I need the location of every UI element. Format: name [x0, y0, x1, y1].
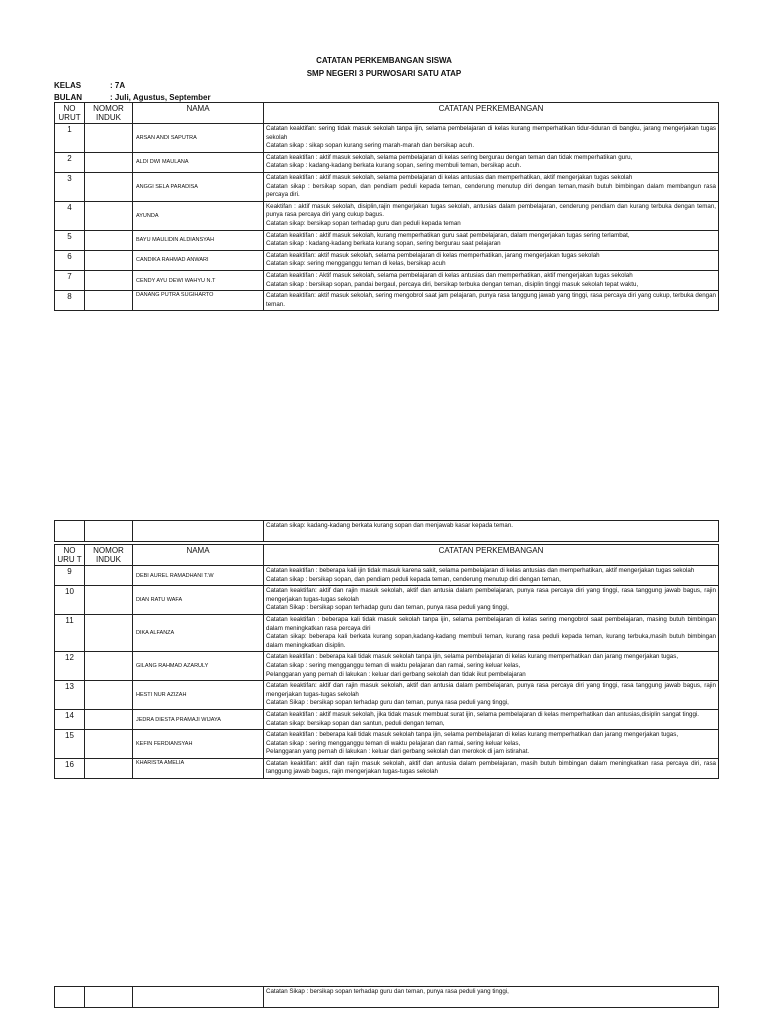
note-line: Catatan keaktifan: aktif dan rajin masuk sekolah, aktif dan antusia dalam pembelajaran, punya rasa percaya diri yang tinggi, rasa tanggung jawab bagus, rajin mengerjakan tugas-tugas sekolah: [266, 587, 716, 603]
note-line: Catatan keaktifan : Aktif masuk sekolah, selama pembelajaran di kelas antusias dan memperhatikan, aktif mengerjakan tugas sekolah: [266, 271, 633, 279]
progress-note: [264, 270, 719, 290]
student-name: KHARISTA AMELIA: [133, 758, 264, 778]
nomor-induk-cell: [85, 566, 133, 586]
note-continuation: Catatan sikap: kadang-kadang berkata kurang sopan dan menjawab kasar kepada teman.: [264, 521, 719, 542]
row-number: 10: [55, 586, 85, 615]
table-header-row: [55, 545, 719, 566]
student-name: ARSAN ANDI SAPUTRA: [133, 124, 264, 153]
progress-note: [264, 124, 719, 153]
kelas-value: : 7A: [110, 81, 126, 90]
nomor-induk-cell: [85, 291, 133, 311]
progress-table-2: [54, 544, 719, 779]
nomor-induk-cell: [85, 614, 133, 651]
col-nomor-induk: NOMOR INDUK: [85, 545, 133, 566]
bulan-label: BULAN: [54, 93, 82, 102]
student-name: DEBI AUREL RAMADHANI T.W: [133, 566, 264, 586]
note-line: Catatan keaktifan : aktif masuk sekolah, kurang memperhatikan guru saat pembelajaran, dalam mengerjakan tugas sering terlambat,: [266, 231, 630, 239]
note-line: Catatan keaktifan: aktif masuk sekolah, sering mengobrol saat jam pelajaran, punya rasa tanggung jawab yang tinggi, rasa percaya diri yang cukup, terbuka dengan teman.: [266, 292, 716, 308]
note-line: Pelanggaran yang pernah di lakukan : keluar dari gerbang sekolah dan tidak ikut pembelajaran: [266, 670, 526, 678]
col-nama: NAMA: [133, 103, 264, 124]
col-nomor-induk: NOMOR INDUK: [85, 103, 133, 124]
progress-note: [264, 291, 719, 311]
nomor-induk-cell: [85, 250, 133, 270]
note-line: Catatan Sikap : bersikap sopan terhadap guru dan teman, punya rasa peduli yang tinggi,: [266, 699, 509, 707]
row-number: 15: [55, 730, 85, 759]
row-number: 16: [55, 758, 85, 778]
row-number: 4: [55, 201, 85, 230]
student-name: DANANG PUTRA SUGIHARTO: [133, 291, 264, 311]
note-line: Catatan sikap : sering mengganggu teman di waktu pelajaran dan ramai, sering keluar kelas,: [266, 661, 521, 669]
nomor-induk-cell: [85, 172, 133, 201]
table-row: [55, 987, 719, 1008]
table-row: [55, 201, 719, 230]
nomor-induk-cell: [85, 709, 133, 729]
nomor-induk-cell: [85, 652, 133, 681]
student-name: ANGGI SELA PARADISA: [133, 172, 264, 201]
row-number: 1: [55, 124, 85, 153]
progress-note: [264, 201, 719, 230]
progress-note: [264, 172, 719, 201]
col-nama: NAMA: [133, 545, 264, 566]
continuation-table-1: [54, 520, 719, 542]
table-row: [55, 250, 719, 270]
student-name: KEFIN FERDIANSYAH: [133, 730, 264, 759]
nomor-induk-cell: [85, 270, 133, 290]
table-row: [55, 566, 719, 586]
student-name: JEDRA DIESTA PRAMAJI WIJAYA: [133, 709, 264, 729]
row-number: 8: [55, 291, 85, 311]
nomor-induk-cell: [85, 586, 133, 615]
nomor-induk-cell: [85, 201, 133, 230]
kelas-row: [54, 81, 125, 90]
table-row: [55, 270, 719, 290]
nomor-induk-cell: [85, 681, 133, 710]
note-line: Catatan keaktifan: aktif dan rajin masuk sekolah, aktif dan antusia dalam pembelajaran, masih butuh bimbingan dalam meningkatkan rasa percaya diri, rasa tanggung jawab bagus, rajin mengerjakan tugas-tugas sekolah: [266, 759, 716, 776]
note-line: Catatan sikap: sering mengganggu teman di kelas, bersikap acuh: [266, 260, 446, 268]
col-catatan: CATATAN PERKEMBANGAN: [264, 103, 719, 124]
note-continuation: Catatan Sikap : bersikap sopan terhadap guru dan teman, punya rasa peduli yang tinggi,: [264, 987, 719, 1008]
col-catatan: CATATAN PERKEMBANGAN: [264, 545, 719, 566]
row-number: 2: [55, 152, 85, 172]
note-line: Catatan sikap : kadang-kadang berkata kurang sopan, sering membuli teman, bersikap acuh.: [266, 162, 522, 170]
nomor-induk-cell: [85, 124, 133, 153]
progress-note: [264, 709, 719, 729]
col-no-urut: NO URUT: [55, 103, 85, 124]
row-number: 12: [55, 652, 85, 681]
note-line: Catatan sikap: bersikap sopan terhadap guru dan peduli kepada teman: [266, 219, 461, 227]
row-number: 13: [55, 681, 85, 710]
table-row: [55, 586, 719, 615]
student-name: HESTI NUR AZIZAH: [133, 681, 264, 710]
student-name: DIAN RATU WAFA: [133, 586, 264, 615]
kelas-label: KELAS: [54, 81, 82, 90]
row-number: 5: [55, 230, 85, 250]
table-row: [55, 614, 719, 651]
progress-note: [264, 152, 719, 172]
row-number: 9: [55, 566, 85, 586]
row-number: 3: [55, 172, 85, 201]
table-row: [55, 681, 719, 710]
progress-note: [264, 250, 719, 270]
note-line: Catatan sikap : bersikap sopan, dan pendiam peduli kepada teman, cenderung menutup diri dengan teman,masih butuh bimbingan dalam membangun rasa percaya diri.: [266, 182, 716, 199]
table-row: [55, 758, 719, 778]
student-name: AYUNDA: [133, 201, 264, 230]
note-line: Catatan sikap: bersikap sopan dan santun, peduli dengan teman,: [266, 719, 445, 727]
note-line: Catatan keaktifan : aktif masuk sekolah, selama pembelajaran di kelas sering bergurau dengan teman dan tidak memperhatikan guru,: [266, 153, 633, 161]
progress-note: [264, 566, 719, 586]
note-line: Catatan sikap : kadang-kadang berkata kurang sopan, sering bergurau saat pelajaran: [266, 240, 501, 248]
student-name: CENDY AYU DEWI WAHYU N.T: [133, 270, 264, 290]
note-line: Catatan keaktifan : beberapa kali tidak masuk sekolah tanpa ijin, selama pembelajaran di kelas kurang memperhatikan dan jarang mengerjakan tugas,: [266, 653, 679, 661]
note-line: Catatan keaktifan: aktif masuk sekolah, selama pembelajaran di kelas memperhatikan, jarang mengerjakan tugas sekolah: [266, 251, 600, 259]
note-line: Catatan Sikap : bersikap sopan terhadap guru dan teman, punya rasa peduli yang tinggi,: [266, 604, 509, 612]
progress-note: [264, 652, 719, 681]
note-line: Catatan keaktifan : aktif masuk sekolah, jika tidak masuk membuat surat ijin, selama pembelajaran di kelas memperhatikan dan antusias,disiplin sangat tinggi.: [266, 710, 700, 718]
cell-empty: [85, 521, 133, 542]
note-line: Catatan sikap : bersikap sopan, dan pendiam peduli kepada teman, cenderung menutup diri dengan teman,: [266, 575, 561, 583]
table-row: [55, 172, 719, 201]
student-name: BAYU MAULIDIN ALDIANSYAH: [133, 230, 264, 250]
table-row: [55, 124, 719, 153]
continuation-table-2: [54, 986, 719, 1008]
cell-empty: [55, 521, 85, 542]
note-line: Pelanggaran yang pernah di lakukan : keluar dari gerbang sekolah dan merokok di jam istirahat.: [266, 748, 530, 756]
row-number: 11: [55, 614, 85, 651]
student-name: DIKA ALFANZA: [133, 614, 264, 651]
progress-note: [264, 614, 719, 651]
nomor-induk-cell: [85, 730, 133, 759]
table-row: [55, 709, 719, 729]
progress-note: [264, 586, 719, 615]
school-name: SMP NEGERI 3 PURWOSARI SATU ATAP: [306, 69, 462, 78]
bulan-row: [54, 93, 211, 102]
note-line: Catatan sikap : sering mengganggu teman di waktu pelajaran dan ramai, sering keluar kelas,: [266, 739, 521, 747]
table-row: [55, 521, 719, 542]
progress-note: [264, 730, 719, 759]
student-name: ALDI DWI MAULANA: [133, 152, 264, 172]
note-line: Catatan sikap : sikap sopan kurang sering marah-marah dan bersikap acuh.: [266, 142, 475, 150]
note-line: Catatan keaktifan: aktif dan rajin masuk sekolah, aktif dan antusia dalam pembelajaran, punya rasa percaya diri yang tinggi, rasa tanggung jawab bagus, rajin mengerjakan tugas-tugas sekolah: [266, 682, 716, 698]
note-line: Catatan keaktifan : beberapa kali tidak masuk sekolah tanpa ijin, selama pembelajaran di kelas kurang memperhatikan dan jarang mengerjakan tugas,: [266, 731, 679, 739]
row-number: 6: [55, 250, 85, 270]
progress-note: [264, 758, 719, 778]
cell-empty: [133, 987, 264, 1008]
note-line: Catatan keaktifan : beberapa kali ijin tidak masuk karena sakit, selama pembelajaran di kelas antusias dan memperhatikan, aktif mengerjakan tugas sekolah: [266, 567, 695, 574]
note-line: Catatan sikap: beberapa kali berkata kurang sopan,kadang-kadang membuli teman, kurang rasa peduli kepada teman, kurang terbuka,masih butuh bimbingan dalam meningkatkan disiplin.: [266, 633, 716, 649]
cell-empty: [133, 521, 264, 542]
student-name: CANDIKA RAHMAD ANWARI: [133, 250, 264, 270]
note-line: Catatan keaktifan: sering tidak masuk sekolah tanpa ijin, selama pembelajaran di kelas kurang memperhatikan tidur-tiduran di bangku, jarang mengerjakan tugas sekolah: [266, 125, 716, 141]
note-line: Catatan keaktifan : beberapa kali tidak masuk sekolah tanpa ijin, selama pembelajaran di kelas sering mengobrol saat pembelajaran, masing butuh bimbingan dalam meningkatkan rasa percaya diri: [266, 615, 716, 632]
table-row: [55, 230, 719, 250]
note-line: Catatan sikap : bersikap sopan, pandai bergaul, percaya diri, bersikap terbuka dengan teman, disiplin tinggi masuk sekolah tepat waktu,: [266, 280, 639, 288]
note-line: Keaktifan : aktif masuk sekolah, disiplin,rajin mengerjakan tugas sekolah, antusias dalam pembelajaran, cenderung pendiam dan kurang terbuka dengan teman, punya rasa percaya diri yang cukup bagus.: [266, 202, 716, 219]
cell-empty: [55, 987, 85, 1008]
nomor-induk-cell: [85, 230, 133, 250]
note-line: Catatan keaktifan : aktif masuk sekolah, selama pembelajaran di kelas antusias dan memperhatikan, aktif mengerjakan tugas sekolah: [266, 173, 633, 181]
table-row: [55, 652, 719, 681]
row-number: 7: [55, 270, 85, 290]
cell-empty: [85, 987, 133, 1008]
table-row: [55, 730, 719, 759]
bulan-value: : Juli, Agustus, September: [110, 93, 211, 102]
progress-table-1: [54, 102, 719, 311]
progress-note: [264, 230, 719, 250]
row-number: 14: [55, 709, 85, 729]
progress-note: [264, 681, 719, 710]
table-row: [55, 152, 719, 172]
nomor-induk-cell: [85, 152, 133, 172]
table-row: [55, 291, 719, 311]
col-no-urut: NO URU T: [55, 545, 85, 566]
document-title: CATATAN PERKEMBANGAN SISWA: [316, 56, 452, 65]
student-name: GILANG RAHMAD AZARULY: [133, 652, 264, 681]
table-header-row: [55, 103, 719, 124]
nomor-induk-cell: [85, 758, 133, 778]
